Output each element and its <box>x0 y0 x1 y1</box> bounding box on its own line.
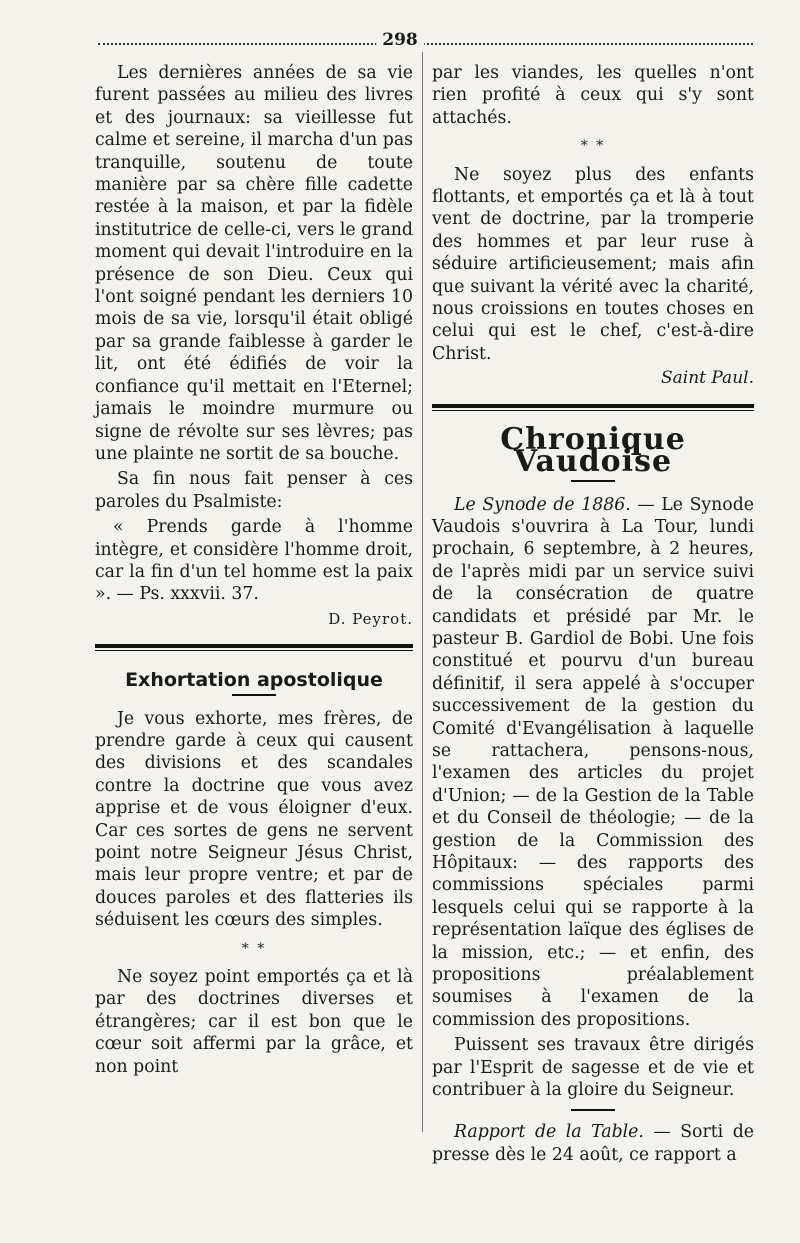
synode-wish: Puissent ses travaux être dirigés par l'Esprit de sagesse et de vie et contribuer à la gloire du Seigneur. <box>432 1035 754 1101</box>
chronique-title: Chronique Vaudoise <box>500 421 686 480</box>
short-separator <box>571 1109 615 1111</box>
synode-lead: Le Synode de 1886. <box>454 494 631 515</box>
title-separator <box>232 694 276 696</box>
header-dotted-rule <box>98 43 753 45</box>
exhortation-paragraph-2: Ne soyez point emportés ça et là par des doctrines diverses et étrangères; car il est bon que le cœur soit affermi par la grâce, et non point <box>95 967 413 1077</box>
right-column <box>432 62 754 1166</box>
obituary-signature: D. Peyrot. <box>328 609 413 628</box>
section-rule-2 <box>432 404 754 411</box>
stars-separator-2: * * <box>580 138 606 155</box>
synode-text: — Le Synode Vaudois s'ouvrira à La Tour, lundi prochain, 6 septembre, à 2 heures, de l'après midi par un service suivi de la consécration de quatre candidats et présidé par Mr. le pasteur B. Gardiol de Bobi. Une fois constitué et pourvu d'un bureau définitif, il sera appelé à s'occuper successivement de la gestion du Comité d'Evangélisation à laquelle se rattachera, pensons-nous, l'examen des articles du projet d'Union; — de la Gestion de la Table et du Conseil de théologie; — de la gestion de la Commission des Hôpitaux: — des rapports des commissions spéciales parmi lesquels celui qui se rapporte à la représentation laïque des églises de la mission, etc.; — et enfin, des propositions préalablement soumises à l'examen de la commission des propositions. <box>432 494 755 1030</box>
rapport-lead: Rapport de la Table. <box>454 1122 644 1143</box>
saint-paul-signature: Saint Paul. <box>660 368 754 389</box>
obituary-paragraph-2: Sa fin nous fait penser à ces paroles du Psalmiste: <box>95 469 413 512</box>
children-paragraph: Ne soyez plus des enfants flottants, et emportés ça et là à tout vent de doctrine, par la tromperie des hommes et par leur ruse à séduire artificieusement; mais afin que suivant la vérité avec la charité, nous croissions en toutes choses en celui qui est le chef, c'est-à-dire Christ. <box>432 164 754 364</box>
exhortation-paragraph: Je vous exhorte, mes frères, de prendre garde à ceux qui causent des divisions et des scandales contre la doctrine que vous avez apprise et de vous éloigner d'eux. Car ces sortes de gens ne servent point notre Seigneur Jésus Christ, mais leur propre ventre; et par de douces paroles et des flatteries ils séduisent les cœurs des simples. <box>95 708 413 931</box>
obituary-paragraph-1: Les dernières années de sa vie furent passées au milieu des livres et des journaux: sa vieillesse fut calme et sereine, il marcha d'un pas tranquille, soutenu de toute manière par sa chère fille cadette restée à la maison, et par la fidèle institutrice de celle-ci, vers le grand moment qui devait l'introduire en la présence de son Dieu. Ceux qui l'ont soigné pendant les derniers 10 mois de sa vie, lorsqu'il était obligé par sa grande faiblesse à garder le lit, ont été édifiés de voir la confiance qu'il mettait en l'Eternel; jamais le moindre murmure ou signe de révolte sur ses lèvres; pas une plainte ne sortit de sa bouche. <box>95 63 413 464</box>
title-separator-2 <box>571 480 615 482</box>
stars-separator: * * <box>241 940 267 957</box>
rapport-text: — Sorti de presse dès le 24 août, ce rapport a <box>432 1122 754 1165</box>
synode-paragraph <box>432 494 754 1032</box>
section-rule <box>95 644 413 651</box>
column-divider <box>422 52 423 1132</box>
exhortation-title: Exhortation apostolique <box>125 669 383 692</box>
left-column <box>95 62 413 1078</box>
rapport-paragraph <box>432 1121 754 1166</box>
psalm-quote: « Prends garde à l'homme intègre, et considère l'homme droit, car la fin d'un tel homme est la paix ». — Ps. xxxvii. 37. <box>95 517 413 605</box>
page-number: 298 <box>376 30 424 50</box>
continuation-text: par les viandes, les quelles n'ont rien profité à ceux qui s'y sont attachés. <box>432 63 754 128</box>
